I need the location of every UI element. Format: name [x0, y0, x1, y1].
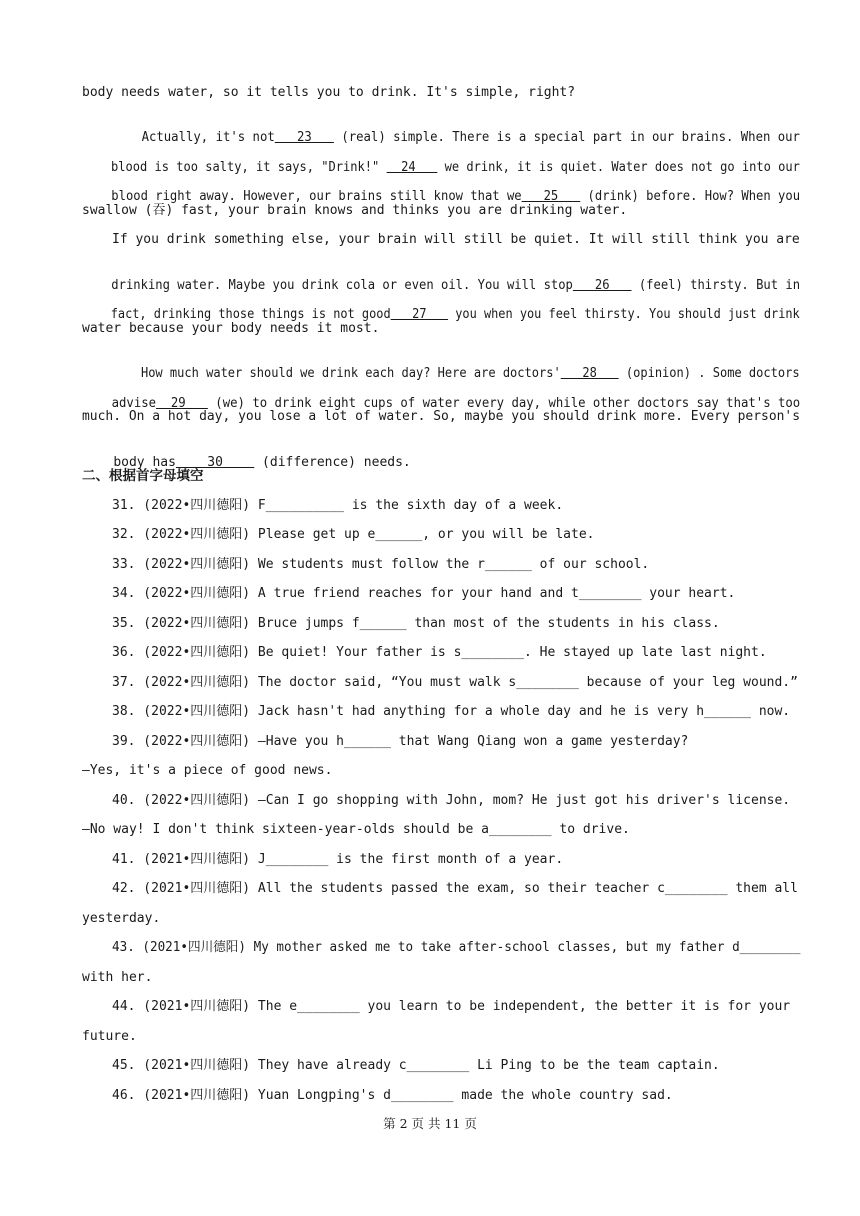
passage-line: water because your body needs it most.	[82, 321, 380, 336]
blank-28: 28	[560, 366, 619, 381]
text: (opinion) . Some doctors	[618, 366, 800, 381]
blank-29: 29	[156, 396, 208, 411]
question-40: 40. (2022•四川德阳) —Can I go shopping with John, mom? He just got his driver's license.	[112, 793, 791, 808]
blank-24: 24	[386, 160, 438, 175]
text: advise	[111, 396, 157, 411]
question-37: 37. (2022•四川德阳) The doctor said, “You must walk s________ because of your leg wound.”	[112, 675, 798, 690]
question-36: 36. (2022•四川德阳) Be quiet! Your father is s________. He stayed up late last night.	[112, 645, 767, 660]
question-34: 34. (2022•四川德阳) A true friend reaches for your hand and t________ your heart.	[112, 586, 736, 601]
question-40-answer-line: —No way! I don't think sixteen-year-olds should be a________ to drive.	[82, 822, 630, 837]
text: How much water should we drink each day? Here are doctors'	[140, 366, 561, 381]
text: (we) to drink eight cups of water every day, while other doctors say that's too	[207, 396, 801, 411]
passage-line: body needs water, so it tells you to drink. It's simple, right?	[82, 85, 576, 100]
text: you when you feel thirsty. You should just drink	[448, 307, 800, 322]
question-45: 45. (2021•四川德阳) They have already c________ Li Ping to be the team captain.	[112, 1058, 720, 1073]
question-46: 46. (2021•四川德阳) Yuan Longping's d________ made the whole country sad.	[112, 1088, 673, 1103]
question-39-answer-line: —Yes, it's a piece of good news.	[82, 763, 333, 778]
blank-23: 23	[274, 130, 334, 145]
passage-line: much. On a hot day, you lose a lot of water. So, maybe you should drink more. Every person's	[82, 409, 801, 424]
blank-25: 25	[521, 189, 581, 204]
question-41: 41. (2021•四川德阳) J________ is the first month of a year.	[112, 852, 564, 867]
question-43-cont: with her.	[82, 970, 153, 985]
text: blood right away. However, our brains still know that we	[111, 189, 522, 204]
text: (difference) needs.	[254, 455, 411, 470]
section-title: 二、根据首字母填空	[82, 468, 204, 484]
question-38: 38. (2022•四川德阳) Jack hasn't had anything for a whole day and he is very h______ now.	[112, 704, 791, 719]
question-31: 31. (2022•四川德阳) F__________ is the sixth day of a week.	[112, 498, 564, 513]
question-35: 35. (2022•四川德阳) Bruce jumps f______ than most of the students in his class.	[112, 616, 720, 631]
question-44-cont: future.	[82, 1029, 137, 1044]
blank-27: 27	[390, 307, 449, 322]
question-33: 33. (2022•四川德阳) We students must follow the r______ of our school.	[112, 557, 650, 572]
question-42-cont: yesterday.	[82, 911, 161, 926]
question-44: 44. (2021•四川德阳) The e________ you learn to be independent, the better it is for your	[112, 999, 791, 1014]
question-42: 42. (2021•四川德阳) All the students passed the exam, so their teacher c________ them all	[112, 881, 798, 896]
passage-line: If you drink something else, your brain will still be quiet. It will still think you are	[112, 232, 800, 247]
text: blood is too salty, it says, "Drink!"	[111, 160, 387, 175]
text: drinking water. Maybe you drink cola or even oil. You will stop	[111, 278, 573, 293]
blank-30: 30	[175, 455, 255, 470]
text: we drink, it is quiet. Water does not go into our	[437, 160, 800, 175]
text: (feel) thirsty. But in	[631, 278, 801, 293]
question-43: 43. (2021•四川德阳) My mother asked me to take after-school classes, but my father d________	[112, 940, 801, 955]
question-39: 39. (2022•四川德阳) —Have you h______ that Wang Qiang won a game yesterday?	[112, 734, 689, 749]
page-number-footer: 第 2 页 共 11 页	[383, 1116, 477, 1131]
question-32: 32. (2022•四川德阳) Please get up e______, or you will be late.	[112, 527, 595, 542]
text: Actually, it's not	[141, 130, 275, 145]
passage-line: swallow (吞) fast, your brain knows and thinks you are drinking water.	[82, 203, 628, 218]
text: (real) simple. There is a special part in our brains. When our	[333, 130, 800, 145]
text: fact, drinking those things is not good	[110, 307, 391, 322]
blank-26: 26	[572, 278, 632, 293]
text: (drink) before. How? When you	[580, 189, 801, 204]
text: body has	[113, 455, 176, 470]
